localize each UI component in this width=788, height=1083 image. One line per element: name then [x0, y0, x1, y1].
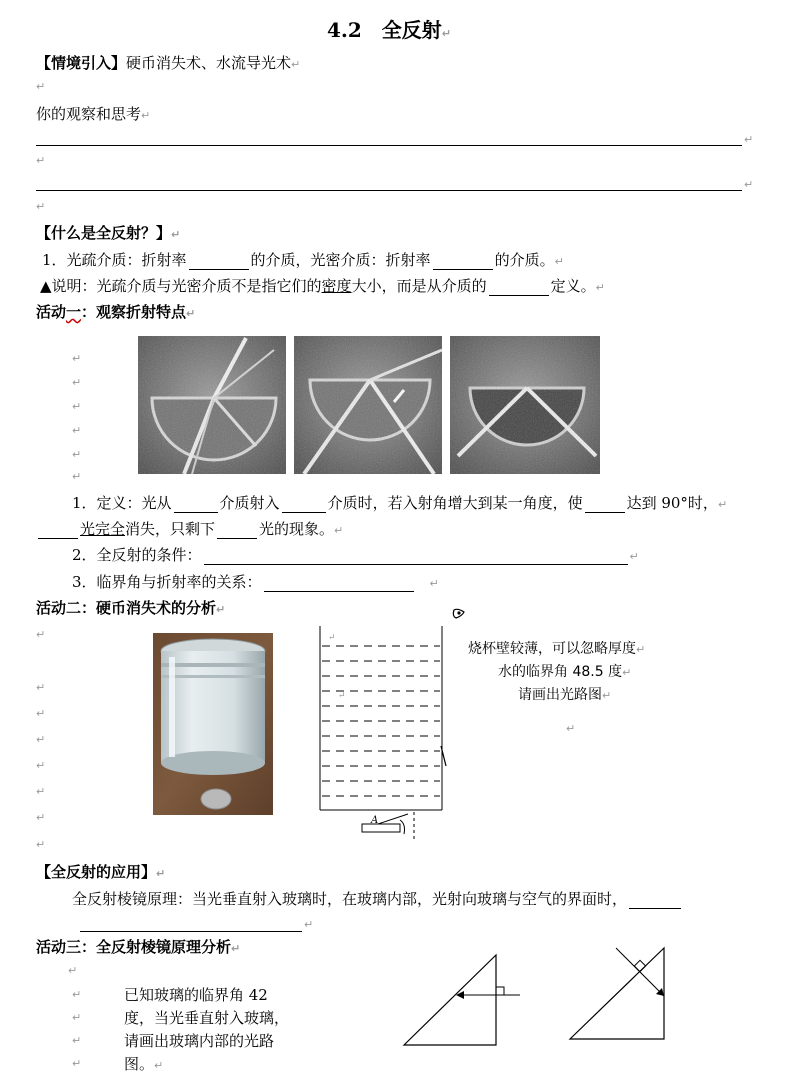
blank-sparse-index[interactable]: [189, 268, 249, 270]
answer-line-1[interactable]: [36, 145, 742, 146]
paragraph-mark: ↵: [36, 759, 46, 772]
paragraph-mark: ↵: [566, 722, 576, 735]
paragraph-mark: ↵: [36, 154, 46, 167]
paragraph-mark: ↵: [36, 811, 46, 824]
prism-note-4: 图。↵: [124, 1055, 164, 1073]
section-what-heading: 【什么是全反射？】↵: [36, 224, 181, 242]
coin-label: A: [371, 815, 379, 826]
answer-line-2[interactable]: [36, 190, 742, 191]
water-level-lines: [322, 646, 440, 796]
beaker-note-2: 水的临界角 48.5 度↵: [498, 664, 632, 680]
note-line: ▲说明：光疏介质与光密介质不是指它们的密度大小，而是从介质的 定义。↵: [40, 277, 605, 295]
intro-line: 【情境引入】硬币消失术、水流导光术↵: [36, 54, 301, 72]
beaker-diagram[interactable]: [316, 606, 472, 844]
refraction-photos: [138, 336, 600, 474]
observe-label: 你的观察和思考↵: [36, 105, 151, 123]
coin-block: [362, 824, 400, 832]
paragraph-mark: ↵: [328, 633, 336, 643]
page-title: 4.2 全反射↵: [327, 18, 452, 42]
app-text-line-2: ↵: [78, 914, 313, 932]
paragraph-mark: ↵: [72, 400, 82, 413]
paragraph-mark: ↵: [72, 424, 82, 437]
paragraph-mark: ↵: [36, 628, 46, 641]
paragraph-mark: ↵: [338, 691, 346, 701]
critical-angle-line: 3．临界角与折射率的关系： ↵: [72, 573, 439, 591]
refraction-photo-3: [450, 336, 600, 474]
paragraph-mark: ↵: [36, 707, 46, 720]
paragraph-mark: ↵: [36, 80, 46, 93]
blank-condition[interactable]: [204, 563, 628, 565]
paragraph-mark: ↵: [36, 733, 46, 746]
paragraph-mark: ↵: [72, 988, 82, 1001]
jar-coin-photo: [153, 633, 273, 815]
section-app-heading: 【全反射的应用】↵: [36, 863, 166, 881]
prism-diagram-2[interactable]: [568, 944, 672, 1044]
blank-definition[interactable]: [489, 294, 549, 296]
prism-note-3: 请画出玻璃内部的光路: [124, 1032, 275, 1050]
blank-app-2[interactable]: [80, 930, 302, 932]
intro-heading: 【情境引入】: [36, 54, 127, 72]
prism-note-1: 已知玻璃的临界角 42: [124, 986, 268, 1004]
beaker-note-3: 请画出光路图↵: [518, 687, 612, 703]
beaker-note-1: 烧杯壁较薄，可以忽略厚度↵: [468, 641, 646, 657]
prism-diagram-1[interactable]: [400, 950, 526, 1050]
condition-line: 2．全反射的条件： ↵: [72, 546, 639, 564]
prism-note-2: 度，当光垂直射入玻璃，: [124, 1009, 290, 1027]
blank-dense-index[interactable]: [433, 268, 493, 270]
paragraph-mark: ↵: [72, 1034, 82, 1047]
paragraph-mark: ↵: [36, 200, 46, 213]
refraction-photo-2: [294, 336, 442, 474]
paragraph-mark: ↵: [36, 838, 46, 851]
paragraph-mark: ↵: [72, 470, 82, 483]
blank-remaining-light[interactable]: [217, 537, 257, 539]
paragraph-mark: ↵: [36, 785, 46, 798]
blank-app-1[interactable]: [629, 907, 681, 909]
definition-line-2: 光完全消失，只剩下 光的现象。↵: [36, 518, 343, 539]
paragraph-mark: ↵: [744, 178, 754, 191]
paragraph-mark: ↵: [72, 448, 82, 461]
blank-from-medium[interactable]: [174, 511, 218, 513]
paragraph-mark: ↵: [72, 1057, 82, 1070]
refraction-photo-1: [138, 336, 286, 474]
paragraph-mark: ↵: [744, 133, 754, 146]
activity1-heading: 活动一：观察折射特点↵: [36, 303, 196, 321]
paragraph-mark: ↵: [72, 352, 82, 365]
item1-line: 1．光疏介质：折射率 的介质，光密介质：折射率 的介质。↵: [42, 251, 564, 269]
blank-reach-angle[interactable]: [585, 511, 625, 513]
paragraph-mark: ↵: [72, 1011, 82, 1024]
paragraph-mark: ↵: [68, 964, 78, 977]
definition-line: 1．定义：光从 介质射入 介质时，若入射角增大到某一角度，使 达到 90°时，↵: [72, 494, 728, 512]
activity3-heading: 活动三：全反射棱镜原理分析↵: [36, 938, 241, 956]
paragraph-mark: ↵: [36, 681, 46, 694]
paragraph-mark: ↵: [72, 376, 82, 389]
activity2-heading: 活动二：硬币消失术的分析↵: [36, 599, 226, 617]
blank-into-medium[interactable]: [282, 511, 326, 513]
blank-critical-relation[interactable]: [264, 590, 414, 592]
app-text-line: 全反射棱镜原理：当光垂直射入玻璃时，在玻璃内部，光射向玻璃与空气的界面时，: [72, 888, 683, 909]
blank-light-type[interactable]: [38, 537, 78, 539]
intro-text: 硬币消失术、水流导光术: [126, 54, 292, 72]
